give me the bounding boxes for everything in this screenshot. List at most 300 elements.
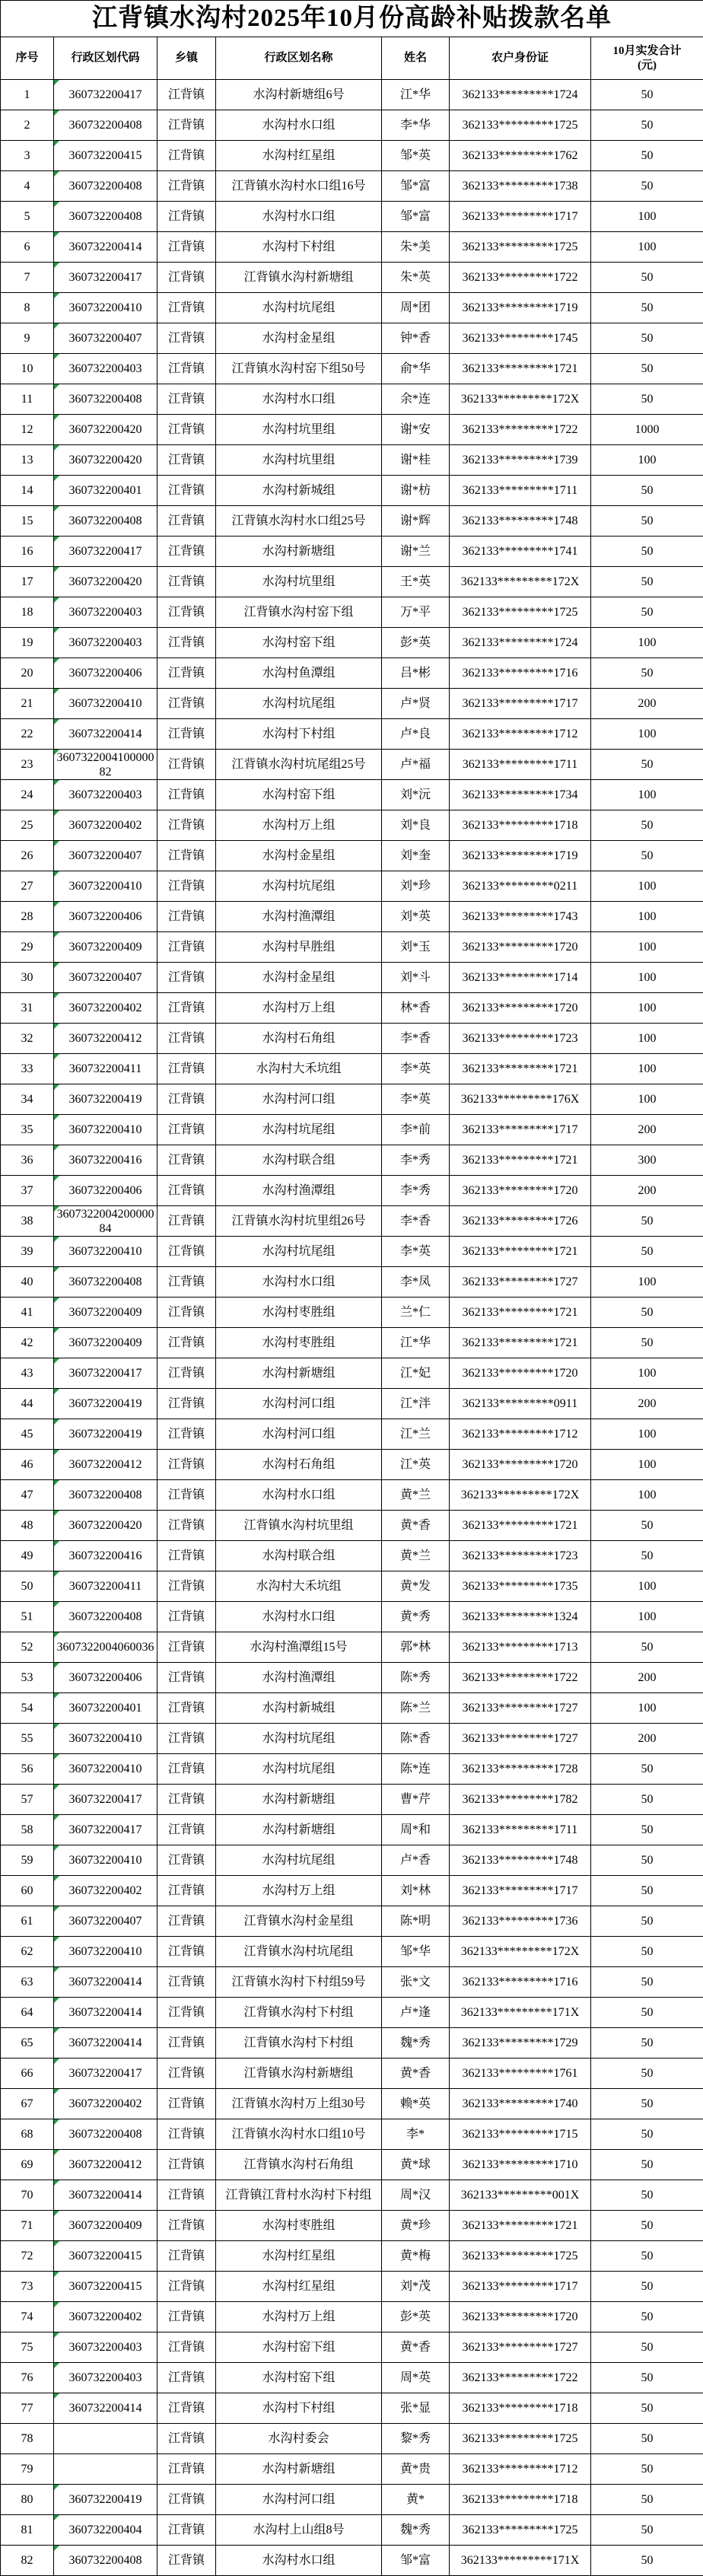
cell-name: 陈*香	[382, 1724, 450, 1754]
cell-name: 黄*	[382, 2485, 450, 2515]
cell-name: 黄*兰	[382, 1480, 450, 1511]
cell-id-number: 362133*********1728	[450, 1754, 591, 1785]
cell-id-number: 362133*********1714	[450, 963, 591, 993]
cell-amount: 50	[591, 476, 703, 506]
cell-amount: 50	[591, 658, 703, 689]
cell-serial: 25	[1, 810, 54, 841]
cell-division: 水沟村鱼潭组	[216, 658, 382, 689]
cell-division: 水沟村枣胜组	[216, 1328, 382, 1358]
cell-town: 江背镇	[157, 750, 216, 780]
cell-name: 卢*良	[382, 719, 450, 750]
table-row	[1, 689, 703, 719]
table-row	[1, 1967, 703, 1998]
cell-id-number: 362133*********1723	[450, 1024, 591, 1054]
table-row	[1, 263, 703, 293]
table-row	[1, 1358, 703, 1389]
cell-amount: 50	[591, 2424, 703, 2454]
cell-id-number: 362133*********172X	[450, 1480, 591, 1511]
cell-amount: 50	[591, 2515, 703, 2546]
cell-amount: 50	[591, 323, 703, 354]
cell-name: 陈*兰	[382, 1693, 450, 1724]
cell-serial: 20	[1, 658, 54, 689]
cell-division: 水沟村万上组	[216, 810, 382, 841]
cell-amount: 50	[591, 171, 703, 202]
cell-town: 江背镇	[157, 2272, 216, 2302]
cell-division: 水沟村窑下组	[216, 2363, 382, 2393]
cell-town: 江背镇	[157, 354, 216, 384]
cell-division: 水沟村联合组	[216, 1541, 382, 1571]
cell-id-number: 362133*********1739	[450, 445, 591, 476]
table-row	[1, 2211, 703, 2241]
cell-code: 360732200408	[54, 171, 157, 202]
cell-id-number: 362133*********1712	[450, 719, 591, 750]
cell-amount: 50	[591, 2546, 703, 2576]
cell-serial: 61	[1, 1906, 54, 1937]
cell-division: 水沟村万上组	[216, 1876, 382, 1906]
cell-town: 江背镇	[157, 2363, 216, 2393]
cell-name: 江*妃	[382, 1358, 450, 1389]
cell-name: 周*和	[382, 1815, 450, 1845]
cell-name: 江*华	[382, 1328, 450, 1358]
cell-id-number: 362133*********1720	[450, 1176, 591, 1206]
cell-town: 江背镇	[157, 263, 216, 293]
table-row	[1, 1176, 703, 1206]
cell-town: 江背镇	[157, 719, 216, 750]
table-row	[1, 506, 703, 537]
cell-division: 水沟村大禾坑组	[216, 1571, 382, 1602]
cell-serial: 5	[1, 202, 54, 232]
cell-town: 江背镇	[157, 810, 216, 841]
table-row	[1, 1024, 703, 1054]
cell-serial: 64	[1, 1998, 54, 2028]
cell-id-number: 362133*********1715	[450, 2119, 591, 2150]
cell-name: 俞*华	[382, 354, 450, 384]
cell-amount: 200	[591, 1663, 703, 1693]
cell-serial: 1	[1, 80, 54, 110]
cell-division: 水沟村坑尾组	[216, 293, 382, 323]
cell-name: 张*文	[382, 1967, 450, 1998]
cell-serial: 42	[1, 1328, 54, 1358]
cell-town: 江背镇	[157, 1480, 216, 1511]
cell-serial: 67	[1, 2089, 54, 2119]
cell-name: 周*汉	[382, 2180, 450, 2211]
cell-amount: 100	[591, 1084, 703, 1115]
cell-id-number: 362133*********1734	[450, 780, 591, 810]
cell-code: 360732200409	[54, 1298, 157, 1328]
table-row	[1, 171, 703, 202]
cell-town: 江背镇	[157, 963, 216, 993]
cell-serial: 75	[1, 2332, 54, 2363]
cell-name: 江*华	[382, 80, 450, 110]
header-row	[1, 37, 703, 80]
table-row	[1, 1298, 703, 1328]
cell-name: 李*	[382, 2119, 450, 2150]
cell-town: 江背镇	[157, 445, 216, 476]
cell-id-number: 362133*********1716	[450, 1967, 591, 1998]
table-row	[1, 293, 703, 323]
cell-id-number: 362133*********1718	[450, 2393, 591, 2424]
cell-amount: 50	[591, 2119, 703, 2150]
cell-town: 江背镇	[157, 1511, 216, 1541]
cell-name: 彭*英	[382, 628, 450, 658]
table-row	[1, 658, 703, 689]
cell-id-number: 362133*********1745	[450, 323, 591, 354]
cell-division: 水沟村渔潭组	[216, 902, 382, 932]
cell-id-number: 362133*********1729	[450, 2028, 591, 2059]
cell-name: 刘*林	[382, 1876, 450, 1906]
cell-serial: 58	[1, 1815, 54, 1845]
cell-amount: 50	[591, 1511, 703, 1541]
cell-name: 邹*富	[382, 171, 450, 202]
cell-name: 李*凤	[382, 1267, 450, 1298]
cell-code: 360732200414	[54, 232, 157, 263]
cell-code: 360732200410	[54, 1115, 157, 1145]
cell-town: 江背镇	[157, 1876, 216, 1906]
cell-serial: 22	[1, 719, 54, 750]
cell-name: 李*秀	[382, 1176, 450, 1206]
cell-id-number: 362133*********1762	[450, 141, 591, 171]
cell-town: 江背镇	[157, 1084, 216, 1115]
cell-code: 360732200420	[54, 445, 157, 476]
table-row	[1, 1419, 703, 1450]
cell-code: 360732200414	[54, 2393, 157, 2424]
cell-name: 魏*秀	[382, 2028, 450, 2059]
cell-name: 邹*富	[382, 2546, 450, 2576]
cell-division: 水沟村下村组	[216, 719, 382, 750]
cell-name: 刘*珍	[382, 871, 450, 902]
table-row	[1, 1115, 703, 1145]
cell-code: 360732200402	[54, 810, 157, 841]
cell-division: 水沟村金星组	[216, 841, 382, 871]
cell-code: 360732200419	[54, 2485, 157, 2515]
cell-name: 黄*球	[382, 2150, 450, 2180]
table-row	[1, 2150, 703, 2180]
table-row	[1, 1754, 703, 1785]
cell-division: 江背镇水沟村坑尾组	[216, 1937, 382, 1967]
cell-name: 张*显	[382, 2393, 450, 2424]
cell-amount: 100	[591, 202, 703, 232]
table-row	[1, 1571, 703, 1602]
cell-town: 江背镇	[157, 1602, 216, 1632]
cell-town: 江背镇	[157, 2302, 216, 2332]
cell-town: 江背镇	[157, 171, 216, 202]
cell-serial: 17	[1, 567, 54, 597]
cell-town: 江背镇	[157, 1724, 216, 1754]
cell-code: 360732200403	[54, 628, 157, 658]
cell-serial: 29	[1, 932, 54, 963]
cell-division: 水沟村坑尾组	[216, 689, 382, 719]
cell-code: 360732200409	[54, 2211, 157, 2241]
cell-code: 360732200408	[54, 1480, 157, 1511]
cell-name: 陈*秀	[382, 1663, 450, 1693]
cell-amount: 50	[591, 1845, 703, 1876]
cell-town: 江背镇	[157, 1389, 216, 1419]
cell-amount: 50	[591, 2332, 703, 2363]
cell-id-number: 362133*********1726	[450, 1206, 591, 1237]
cell-division: 水沟村万上组	[216, 2302, 382, 2332]
cell-name: 卢*逢	[382, 1998, 450, 2028]
cell-id-number: 362133*********1725	[450, 597, 591, 628]
table-row	[1, 1054, 703, 1084]
col-header-name: 姓名	[382, 37, 450, 80]
cell-id-number: 362133*********0211	[450, 871, 591, 902]
cell-town: 江背镇	[157, 506, 216, 537]
cell-serial: 26	[1, 841, 54, 871]
cell-town: 江背镇	[157, 2424, 216, 2454]
cell-amount: 50	[591, 2211, 703, 2241]
cell-id-number: 362133*********1712	[450, 2454, 591, 2485]
cell-serial: 76	[1, 2363, 54, 2393]
table-row	[1, 1937, 703, 1967]
cell-serial: 23	[1, 750, 54, 780]
cell-amount: 200	[591, 689, 703, 719]
cell-division: 水沟村窑下组	[216, 628, 382, 658]
cell-serial: 44	[1, 1389, 54, 1419]
cell-code	[54, 2424, 157, 2454]
cell-amount: 50	[591, 1815, 703, 1845]
cell-serial: 12	[1, 415, 54, 445]
cell-id-number: 362133*********171X	[450, 1998, 591, 2028]
table-row	[1, 1693, 703, 1724]
cell-division: 水沟村联合组	[216, 1145, 382, 1176]
cell-id-number: 362133*********1718	[450, 810, 591, 841]
cell-name: 彭*英	[382, 2302, 450, 2332]
cell-serial: 9	[1, 323, 54, 354]
cell-code: 360732200403	[54, 2363, 157, 2393]
cell-division: 水沟村窑下组	[216, 780, 382, 810]
cell-division: 水沟村坑尾组	[216, 1724, 382, 1754]
cell-code: 360732200410	[54, 871, 157, 902]
table-row	[1, 628, 703, 658]
cell-amount: 50	[591, 141, 703, 171]
cell-code: 360732200419	[54, 1084, 157, 1115]
cell-name: 卢*福	[382, 750, 450, 780]
cell-amount: 100	[591, 1054, 703, 1084]
cell-id-number: 362133*********1720	[450, 993, 591, 1024]
cell-id-number: 362133*********001X	[450, 2180, 591, 2211]
cell-code: 360732200402	[54, 2089, 157, 2119]
cell-division: 江背镇水沟村石角组	[216, 2150, 382, 2180]
table-row	[1, 232, 703, 263]
cell-name: 朱*美	[382, 232, 450, 263]
cell-division: 水沟村坑里组	[216, 415, 382, 445]
cell-name: 王*英	[382, 567, 450, 597]
table-row	[1, 1602, 703, 1632]
cell-amount: 100	[591, 719, 703, 750]
table-body	[1, 80, 703, 2576]
cell-id-number: 362133*********172X	[450, 384, 591, 415]
cell-division: 江背镇水沟村水口组25号	[216, 506, 382, 537]
cell-code: 360732200410	[54, 689, 157, 719]
cell-division: 水沟村河口组	[216, 2485, 382, 2515]
cell-town: 江背镇	[157, 2515, 216, 2546]
cell-serial: 14	[1, 476, 54, 506]
cell-id-number: 362133*********1724	[450, 80, 591, 110]
table-row	[1, 2546, 703, 2576]
cell-name: 余*连	[382, 384, 450, 415]
cell-code: 360732200414	[54, 1998, 157, 2028]
table-row	[1, 2515, 703, 2546]
cell-amount: 50	[591, 841, 703, 871]
cell-name: 黎*秀	[382, 2424, 450, 2454]
cell-amount: 50	[591, 354, 703, 384]
table-row	[1, 932, 703, 963]
cell-amount: 100	[591, 1571, 703, 1602]
cell-town: 江背镇	[157, 110, 216, 141]
cell-town: 江背镇	[157, 202, 216, 232]
table-row	[1, 1389, 703, 1419]
cell-town: 江背镇	[157, 1845, 216, 1876]
col-header-code: 行政区划代码	[54, 37, 157, 80]
cell-town: 江背镇	[157, 2089, 216, 2119]
cell-serial: 63	[1, 1967, 54, 1998]
cell-serial: 18	[1, 597, 54, 628]
cell-id-number: 362133*********1725	[450, 232, 591, 263]
cell-town: 江背镇	[157, 1906, 216, 1937]
cell-code: 360732200414	[54, 1967, 157, 1998]
cell-name: 刘*茂	[382, 2272, 450, 2302]
cell-id-number: 362133*********1721	[450, 1511, 591, 1541]
cell-serial: 11	[1, 384, 54, 415]
cell-amount: 50	[591, 2059, 703, 2089]
cell-amount: 100	[591, 1024, 703, 1054]
cell-name: 黄*香	[382, 1511, 450, 1541]
cell-amount: 50	[591, 1541, 703, 1571]
cell-code: 360732200409	[54, 1328, 157, 1358]
cell-code: 360732200403	[54, 354, 157, 384]
cell-code: 360732200416	[54, 1541, 157, 1571]
cell-serial: 36	[1, 1145, 54, 1176]
page-title: 江背镇水沟村2025年10月份高龄补贴拨款名单	[1, 1, 703, 37]
cell-code: 3607322004060036	[54, 1632, 157, 1663]
cell-name: 黄*香	[382, 2059, 450, 2089]
cell-division: 水沟村新塘组	[216, 1815, 382, 1845]
cell-town: 江背镇	[157, 1785, 216, 1815]
cell-town: 江背镇	[157, 1145, 216, 1176]
cell-id-number: 362133*********1782	[450, 1785, 591, 1815]
cell-name: 黄*贵	[382, 2454, 450, 2485]
cell-amount: 50	[591, 1298, 703, 1328]
cell-code: 360732200401	[54, 1693, 157, 1724]
cell-town: 江背镇	[157, 415, 216, 445]
cell-division: 水沟村大禾坑组	[216, 1054, 382, 1084]
cell-id-number: 362133*********1722	[450, 2363, 591, 2393]
cell-code: 360732200410	[54, 1754, 157, 1785]
cell-amount: 50	[591, 750, 703, 780]
cell-serial: 24	[1, 780, 54, 810]
table-row	[1, 2180, 703, 2211]
cell-id-number: 362133*********1740	[450, 2089, 591, 2119]
cell-name: 李*英	[382, 1237, 450, 1267]
cell-amount: 50	[591, 506, 703, 537]
table-row	[1, 1632, 703, 1663]
col-header-division: 行政区划名称	[216, 37, 382, 80]
cell-serial: 74	[1, 2302, 54, 2332]
cell-serial: 79	[1, 2454, 54, 2485]
cell-amount: 50	[591, 1785, 703, 1815]
cell-amount: 300	[591, 1145, 703, 1176]
cell-amount: 50	[591, 2272, 703, 2302]
table-row	[1, 1084, 703, 1115]
cell-id-number: 362133*********1723	[450, 1541, 591, 1571]
cell-division: 水沟村上山组8号	[216, 2515, 382, 2546]
cell-serial: 40	[1, 1267, 54, 1298]
cell-name: 谢*兰	[382, 537, 450, 567]
cell-code: 360732200417	[54, 2059, 157, 2089]
cell-code: 360732200412	[54, 1024, 157, 1054]
cell-id-number: 362133*********1727	[450, 1724, 591, 1754]
cell-serial: 43	[1, 1358, 54, 1389]
cell-id-number: 362133*********1711	[450, 750, 591, 780]
cell-id-number: 362133*********1712	[450, 1419, 591, 1450]
cell-division: 水沟村水口组	[216, 384, 382, 415]
cell-code: 360732200407	[54, 1906, 157, 1937]
cell-id-number: 362133*********1717	[450, 1876, 591, 1906]
cell-name: 邹*富	[382, 202, 450, 232]
cell-amount: 50	[591, 293, 703, 323]
col-header-amount-line2: (元)	[592, 59, 702, 73]
cell-town: 江背镇	[157, 1815, 216, 1845]
table-row	[1, 202, 703, 232]
cell-serial: 68	[1, 2119, 54, 2150]
cell-town: 江背镇	[157, 689, 216, 719]
cell-serial: 66	[1, 2059, 54, 2089]
cell-name: 卢*贤	[382, 689, 450, 719]
table-row	[1, 1998, 703, 2028]
cell-amount: 200	[591, 1389, 703, 1419]
col-header-amount	[591, 37, 703, 80]
cell-code: 360732200401	[54, 476, 157, 506]
cell-name: 黄*发	[382, 1571, 450, 1602]
cell-name: 黄*兰	[382, 1541, 450, 1571]
cell-amount: 200	[591, 1176, 703, 1206]
cell-division: 水沟村万上组	[216, 993, 382, 1024]
cell-serial: 49	[1, 1541, 54, 1571]
cell-amount: 100	[591, 963, 703, 993]
cell-id-number: 362133*********1717	[450, 2272, 591, 2302]
table-row	[1, 1511, 703, 1541]
cell-code: 360732200410	[54, 1724, 157, 1754]
cell-amount: 50	[591, 1237, 703, 1267]
cell-id-number: 362133*********1720	[450, 2302, 591, 2332]
cell-name: 李*香	[382, 1206, 450, 1237]
cell-town: 江背镇	[157, 2180, 216, 2211]
cell-amount: 50	[591, 1967, 703, 1998]
cell-serial: 4	[1, 171, 54, 202]
cell-id-number: 362133*********1721	[450, 1145, 591, 1176]
cell-id-number: 362133*********1710	[450, 2150, 591, 2180]
cell-name: 谢*桂	[382, 445, 450, 476]
table-row	[1, 1450, 703, 1480]
table-row	[1, 2454, 703, 2485]
cell-division: 水沟村红星组	[216, 2272, 382, 2302]
table-row	[1, 1237, 703, 1267]
cell-code: 360732200414	[54, 2028, 157, 2059]
cell-code: 360732200414	[54, 719, 157, 750]
cell-division: 水沟村坑尾组	[216, 871, 382, 902]
cell-amount: 100	[591, 932, 703, 963]
cell-amount: 50	[591, 1998, 703, 2028]
table-row	[1, 354, 703, 384]
cell-id-number: 362133*********0911	[450, 1389, 591, 1419]
cell-serial: 19	[1, 628, 54, 658]
cell-town: 江背镇	[157, 2454, 216, 2485]
cell-name: 邹*英	[382, 141, 450, 171]
cell-code: 360732200406	[54, 1176, 157, 1206]
cell-town: 江背镇	[157, 141, 216, 171]
table-row	[1, 2302, 703, 2332]
cell-name: 邹*华	[382, 1937, 450, 1967]
